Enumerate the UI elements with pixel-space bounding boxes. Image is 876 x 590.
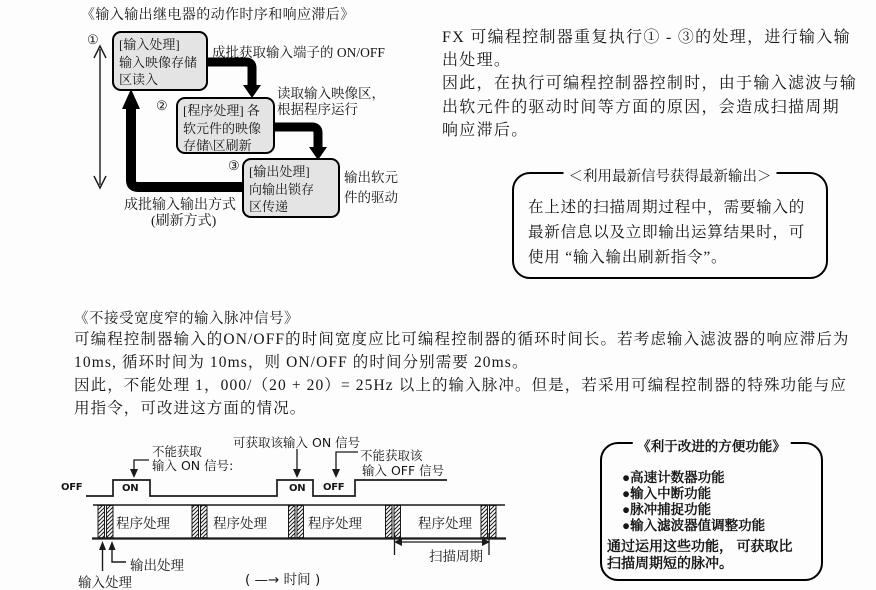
bullet-input-filter-adjust: ●输入滤波器值调整功能 xyxy=(622,518,766,533)
step3-note: 输出软元 件的驱动 xyxy=(344,170,398,205)
bullet-high-speed-counter: ●高速计数器功能 xyxy=(622,470,725,485)
output-processing-pointer xyxy=(109,541,127,562)
flow-arrow-step1-to-step2 xyxy=(206,62,261,98)
bar-segment-program-processing-2: 程序处理 xyxy=(213,516,267,532)
flow-box-input-processing: [输入处理] 输入映像存储 区读入 xyxy=(112,31,208,91)
output-processing-label: 输出处理 xyxy=(130,558,184,574)
step2-note: 读取输入映像区， 根据程序运行 xyxy=(277,86,385,117)
improvement-functions-bullets xyxy=(622,470,765,534)
io-relay-paragraph: FX 可编程控制器重复执行① - ③的处理，进行输入输 出处理。 因此，在执行可编程控制器控制时，由于输入滤波与输 出软元件的驱动时间等方面的原因，会造成扫描周期 响应滞后。 xyxy=(442,29,858,139)
improvement-functions-footer: 通过运用这些功能， 可获取比 扫描周期短的脉冲。 xyxy=(607,540,793,572)
input-processing-pointer xyxy=(99,541,106,571)
scan-cycle-label: 扫描周期 xyxy=(429,549,483,565)
section2-heading: 《不接受宽度窄的输入脉冲信号》 xyxy=(74,311,299,327)
leader-cannot-on xyxy=(130,460,149,478)
bullet-pulse-catch: ●脉冲捕捉功能 xyxy=(622,502,712,517)
leader-can-on xyxy=(293,449,301,478)
can-get-on-label: 可获取该输入 ON 信号 xyxy=(233,435,361,450)
step1-note: 成批获取输入端子的 ON/OFF xyxy=(212,45,385,60)
bar-segment-program-processing-1: 程序处理 xyxy=(116,516,170,532)
step3-marker: ③ xyxy=(228,158,240,173)
input-waveform xyxy=(86,480,447,496)
cannot-get-off-label-line1: 不能获取该 xyxy=(360,448,423,463)
bullet-input-interrupt: ●输入中断功能 xyxy=(622,486,712,501)
flow-box-program-processing: [程序处理] 各 软元件的映像 存储\区刷新 xyxy=(176,97,275,154)
leader-cannot-off xyxy=(332,452,358,478)
cannot-get-on-label-line2: 输入 ON 信号: xyxy=(152,458,234,473)
bar-segment-program-processing-3: 程序处理 xyxy=(308,516,362,532)
refresh-mode-caption-line2: (刷新方式) xyxy=(151,214,217,229)
step1-marker: ① xyxy=(87,32,99,47)
improvement-functions-callout xyxy=(600,439,823,581)
latest-signal-callout xyxy=(512,169,828,279)
cannot-get-on-label-line1: 不能获取 xyxy=(152,444,203,459)
wave-on1-label: ON xyxy=(122,483,139,494)
step2-marker: ② xyxy=(156,98,168,113)
wave-off1-label: OFF xyxy=(61,482,83,493)
wave-off2-label: OFF xyxy=(323,482,345,493)
time-axis-label: ( —→ 时间 ) xyxy=(245,572,321,588)
latest-signal-callout-title: ＜利用最新信号获得最新输出＞ xyxy=(564,165,777,186)
improvement-functions-title: 《利于改进的方便功能》 xyxy=(632,435,791,455)
pulse-paragraph: 可编程控制器输入的ON/OFF的时间宽度应比可编程控制器的循环时间长。若考虑输入滤波器的响应滞后为 10ms, 循环时间为 10ms，则 ON/OFF 的时间分别需要 20ms。 因此，不能处理 1，000/（20 + 20）= 25Hz 以上的输入脉冲。但是，若采用可编程控制器的特殊功能与应 用指令，可改进这方面的情况。 xyxy=(74,331,850,417)
cannot-get-off-label-line2: 输入 OFF 信号 xyxy=(362,463,445,478)
wave-on2-label: ON xyxy=(289,483,306,494)
latest-signal-callout-body: 在上述的扫描周期过程中，需要输入的 最新信息以及立即输出运算结果时，可 使用 “输入输出刷新指令”。 xyxy=(528,199,806,266)
flow-arrow-step2-to-step3 xyxy=(273,127,327,160)
cycle-span-arrow xyxy=(94,46,106,188)
section1-title: 《输入输出继电器的动作时序和响应滞后》 xyxy=(81,8,355,23)
flow-box-output-processing: [输出处理] 向输出锁存 区传递 xyxy=(242,158,340,218)
refresh-mode-caption-line1: 成批输入输出方式 xyxy=(124,198,236,213)
bar-segment-program-processing-4: 程序处理 xyxy=(418,516,472,532)
input-processing-label: 输入处理 xyxy=(78,575,132,590)
